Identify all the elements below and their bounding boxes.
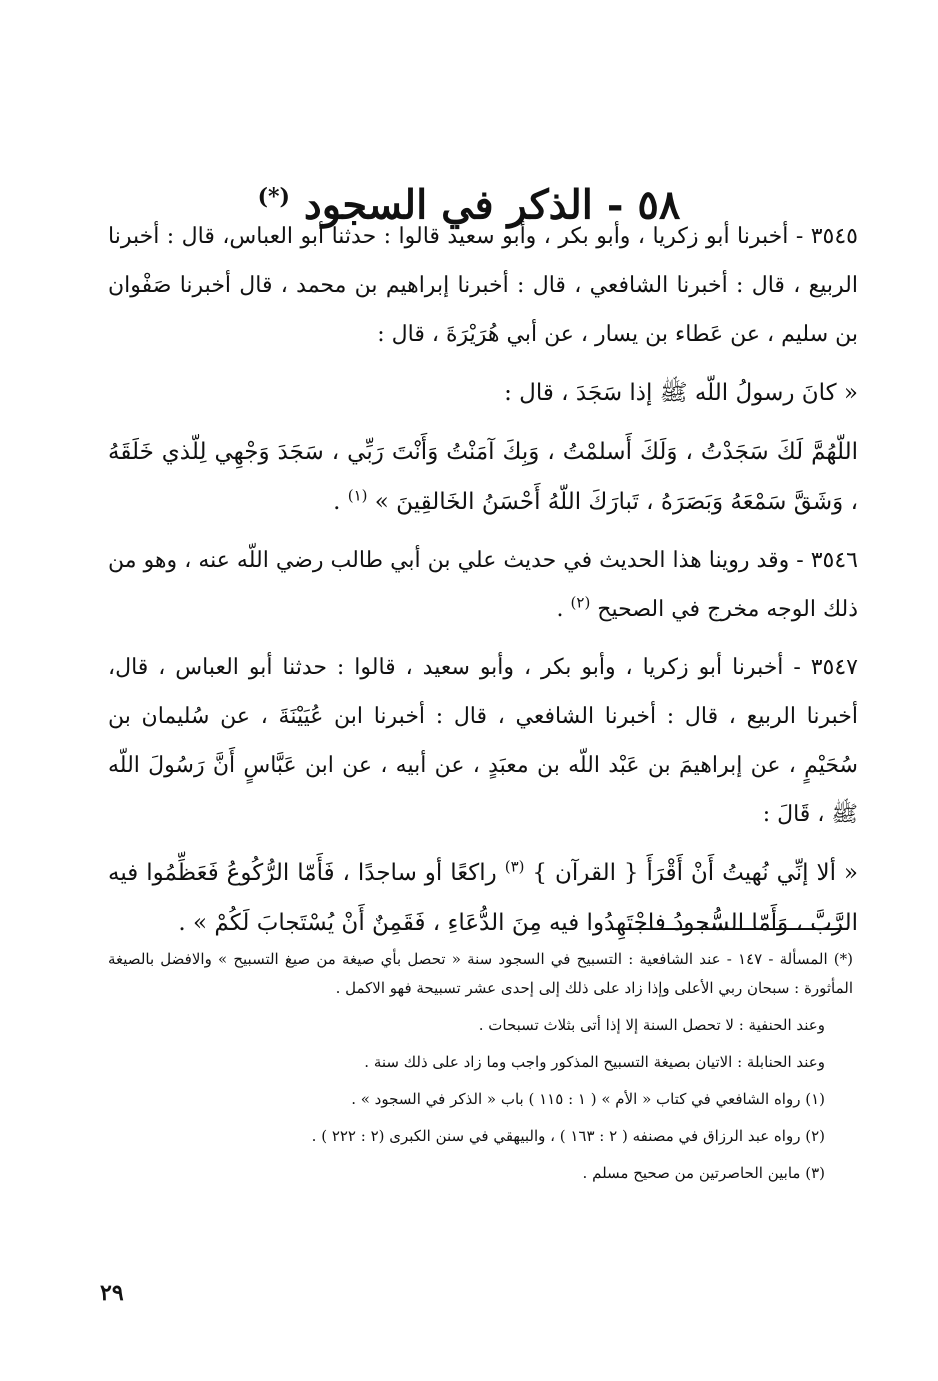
- footnote-3: (٣) مابين الحاصرتين من صحيح مسلم .: [582, 1164, 825, 1182]
- hadith-3547-quote-text: « ألا إنِّي نُهيتُ أَنْ أَقْرَأَ { القرآن }: [532, 860, 859, 886]
- footnote-ref-3: (٣): [504, 857, 525, 876]
- footnote-2: (٢) رواه عبد الرزاق في مصنفه ( ٢ : ١٦٣ ) ، والبيهقي في سنن الكبرى (٢ : ٢٢٢ ) .: [311, 1127, 825, 1145]
- hadith-3547-quote: [108, 848, 858, 948]
- hadith-3547-quote-tail: راكعًا أو ساجدًا ، فَأَمّا الرُّكُوعُ فَعَظِّمُوا فيه الرَّبَّ ، وَأَمّا السُّجودُ فاجْتَهِدُوا فيه مِنَ الدُّعَاءِ ، فَقَمِنٌ أَنْ يُسْتَجابَ لَكُمْ » .: [108, 860, 858, 936]
- chapter-title-footnote-mark: (*): [257, 183, 290, 210]
- hadith-3545-quote-tail: .: [333, 489, 341, 515]
- footnote-hanbali: وعند الحنابلة : الاتيان بصيغة التسبيح المذكور واجب وما زاد على ذلك سنة .: [364, 1053, 825, 1071]
- footnote-separator: [612, 928, 848, 930]
- hadith-3546: [108, 536, 858, 634]
- hadith-3545-quote-text: اللّهُمَّ لَكَ سَجَدْتُ ، وَلَكَ أَسلمْتُ ، وَبِكَ آمَنْتُ وَأَنْتَ رَبِّي ، سَجَدَ وَجْهِي لِلّذي خَلَقَهُ ، وَشَقَّ سَمْعَهُ وَبَصَرَهُ ، تَبارَكَ اللّهُ أَحْسَنُ الخَالقِينَ »: [108, 439, 858, 515]
- footnote-hanafi: وعند الحنفية : لا تحصل السنة إلا إذا أتى بثلاث تسبحات .: [478, 1016, 825, 1034]
- footnote-ref-1: (١): [347, 486, 368, 505]
- hadith-3545-text: ٣٥٤٥ - أخبرنا أبو زكريا ، وأبو بكر ، وأبو سعيد قالوا : حدثنا أبو العباس، قال : أخبرنا الربيع ، قال : أخبرنا الشافعي ، قال : أخبرنا إبراهيم بن محمد ، قال أخبرنا صَفْوان بن سليم ، عن عَطاء بن يسار ، عن أبي هُرَيْرَةَ ، قال :: [108, 224, 858, 347]
- hadith-3546-tail: .: [556, 597, 564, 622]
- hadith-3545-quote: [108, 427, 858, 527]
- footnote-star: (*) المسألة - ١٤٧ - عند الشافعية : التسبيح في السجود سنة « تحصل بأي صيغة من صيغ التسبيح » والافضل بالصيغة المأثورة : سبحان ربي الأعلى وإذا زاد على ذلك إلى إحدى عشر تسبيحة فهو الاكمل .: [108, 950, 853, 997]
- hadith-3546-text: ٣٥٤٦ - وقد روينا هذا الحديث في حديث علي بن أبي طالب رضي اللّه عنه ، وهو من ذلك الوجه مخرج في الصحيح: [108, 548, 858, 622]
- hadith-3547-text: ٣٥٤٧ - أخبرنا أبو زكريا ، وأبو بكر ، وأبو سعيد ، قالوا : حدثنا أبو العباس ، قال، أخبرنا الربيع ، قال : أخبرنا الشافعي ، قال : أخبرنا ابن عُيَيْنَةَ ، عن سُليمان بن سُحَيْمٍ ، عن إبراهيمَ بن عَبْد اللّه بن معبَدٍ ، عن أبيه ، عن ابن عَبَّاسٍ أَنَّ رَسُولَ اللّه ﷺ ، قَالَ :: [108, 655, 858, 827]
- hadith-3545-quote-intro-text: « كانَ رسولُ اللّه ﷺ إذا سَجَدَ ، قال :: [504, 380, 858, 406]
- main-text: [108, 212, 858, 957]
- footnote-ref-2: (٢): [570, 593, 591, 612]
- footnote-1: (١) رواه الشافعي في كتاب « الأم » ( ١ : ١١٥ ) باب « الذكر في السجود » .: [351, 1090, 825, 1108]
- footnotes: [108, 945, 853, 1196]
- chapter-title-text: ٥٨ - الذكر في السجود: [303, 181, 681, 229]
- hadith-3545: [108, 212, 858, 359]
- hadith-3545-quote-intro: [108, 368, 858, 418]
- page-number: ٢٩: [100, 1280, 124, 1306]
- hadith-3547: [108, 643, 858, 839]
